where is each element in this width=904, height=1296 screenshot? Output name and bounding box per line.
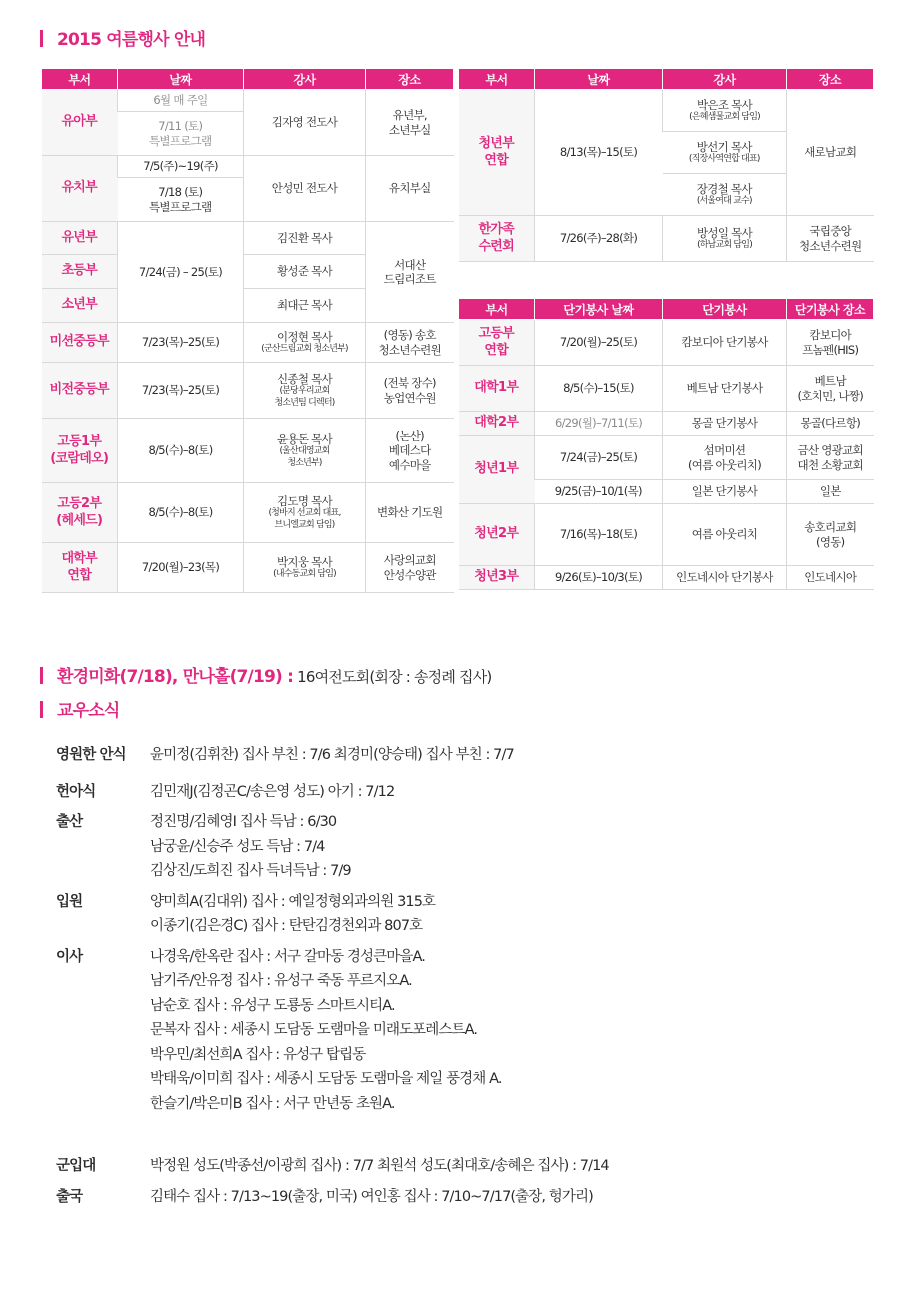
dept-cell: 초등부 (42, 255, 118, 289)
dept-cell: 비전중등부 (42, 363, 118, 419)
dept-cell (459, 90, 535, 216)
table-row (459, 90, 874, 132)
table-row (459, 566, 874, 590)
speaker-cell: 김진환 목사 (244, 222, 366, 255)
table-row (459, 412, 874, 436)
news-text: 양미희A(김대위) 집사 : 예일정형외과의원 315호 (150, 893, 436, 910)
place-line: 서대산 (394, 257, 426, 272)
col-header-dept: 부서 (42, 69, 118, 90)
dept-cell: 청년2부 (459, 504, 535, 566)
dept-line: 연합 (67, 567, 92, 583)
place-cell (787, 504, 874, 566)
speaker-affiliation: (은혜샘물교회 담임) (689, 112, 760, 123)
date-line: 7/18 (토) (158, 185, 203, 200)
place-cell (366, 363, 454, 419)
mission-cell: 캄보디아 단기봉사 (663, 320, 787, 366)
dept-line: (코람데오) (50, 450, 109, 466)
speaker-name: 장경철 목사 (696, 181, 752, 196)
news-text: 남순호 집사 : 유성구 도룡동 스마트시티A. (150, 997, 395, 1014)
date-cell: 7/24(금) – 25(토) (118, 222, 244, 323)
speaker-affiliation: (내수동교회 담임) (273, 569, 336, 580)
place-line: (호치민, 나짱) (797, 388, 864, 403)
dept-line: 한가족 (478, 221, 515, 237)
table-row (42, 323, 454, 363)
table-row (42, 419, 454, 483)
speaker-affiliation: 청소년팀 디렉터) (274, 397, 335, 408)
speaker-affiliation: (하남교회 담임) (697, 240, 752, 251)
cleanup-notice (40, 662, 491, 687)
speaker-name: 박은조 목사 (697, 97, 752, 112)
col-header-date: 날짜 (118, 69, 244, 90)
news-text: 김태수 집사 : 7/13~19(출장, 미국) 여인홍 집사 : 7/10~7/17(출장, 헝가리) (150, 1188, 593, 1205)
mission-cell: 인도네시아 단기봉사 (663, 566, 787, 590)
dept-cell (459, 320, 535, 366)
news-label: 이사 (56, 948, 83, 965)
place-line: 사랑의교회 (383, 553, 436, 568)
place-line: (논산) (395, 428, 424, 443)
table-row (459, 436, 874, 480)
place-line: 예수마을 (388, 457, 431, 472)
news-item-dedication (56, 780, 876, 805)
date-cell: 9/26(토)–10/3(토) (535, 566, 663, 590)
place-cell (787, 436, 874, 480)
speaker-cell: 황성준 목사 (244, 255, 366, 289)
cleanup-title: 환경미화(7/18), 만나홀(7/19) : (57, 667, 294, 687)
speaker-affiliation: (분당우리교회 (279, 386, 330, 397)
speaker-name: 신종철 목사 (277, 372, 332, 387)
place-cell: 변화산 기도원 (366, 483, 454, 543)
date-cell: 8/5(수)–8(토) (118, 419, 244, 483)
mission-cell: 베트남 단기봉사 (663, 366, 787, 412)
date-cell: 7/5(주)~19(주) (118, 156, 244, 178)
col-header-mission: 단기봉사 (663, 299, 787, 320)
place-line: (영동) 송호 (383, 328, 436, 343)
dept-line: 연합 (484, 342, 509, 358)
news-text: 남기주/안유정 집사 : 유성구 죽동 푸르지오A. (150, 973, 412, 989)
dept-cell: 유치부 (42, 156, 118, 222)
place-line: 드림리조트 (383, 272, 436, 286)
date-cell: 8/13(목)–15(토) (535, 90, 663, 216)
date-cell: 6월 매 주일 (118, 90, 244, 112)
summer-schedule-table (41, 68, 454, 593)
place-line: 청소년수련원 (378, 342, 441, 357)
place-cell: 유치부실 (366, 156, 454, 222)
speaker-affiliation: (청바지 선교회 대표, (268, 508, 341, 519)
place-cell: 몽골(다르항) (787, 412, 874, 436)
speaker-name: 방성일 목사 (697, 225, 752, 240)
place-line: (전북 장수) (383, 376, 436, 391)
church-news-heading (40, 696, 120, 721)
speaker-name: 윤용돈 목사 (277, 432, 332, 447)
news-text: 남궁윤/신승주 성도 득남 : 7/4 (150, 838, 325, 855)
dept-cell (42, 483, 118, 543)
news-label: 입원 (56, 893, 83, 910)
place-line: 베트남 (814, 374, 846, 389)
place-cell (366, 222, 454, 323)
cleanup-text: 16여전도회(회장 : 송정례 집사) (293, 668, 492, 686)
mission-line: (여름 아웃리치) (688, 457, 761, 472)
table-row (42, 222, 454, 255)
speaker-name: 박지웅 목사 (277, 554, 332, 569)
table-header-row (459, 69, 874, 90)
speaker-cell: 김자영 전도사 (244, 90, 366, 156)
dept-line: 수련회 (478, 238, 515, 254)
place-line: 대천 소황교회 (797, 457, 863, 472)
speaker-affiliation: 브니엘교회 담임) (274, 519, 335, 530)
col-header-date: 날짜 (535, 69, 663, 90)
place-line: 프놈펜(HIS) (802, 342, 859, 357)
summer-events-heading (40, 25, 205, 50)
speaker-name: 이정현 목사 (277, 329, 332, 344)
youth-retreat-table (458, 68, 874, 262)
news-label: 영원한 안식 (56, 747, 126, 763)
mission-line: 섬머미션 (703, 443, 746, 458)
dept-cell: 유년부 (42, 222, 118, 255)
col-header-speaker: 강사 (244, 69, 366, 90)
place-cell: 새로남교회 (787, 90, 874, 216)
place-cell (787, 320, 874, 366)
place-cell (366, 90, 454, 156)
place-cell: 일본 (787, 480, 874, 504)
place-cell: 인도네시아 (787, 566, 874, 590)
date-cell: 7/24(금)–25(토) (535, 436, 663, 480)
dept-line: (헤세드) (56, 512, 103, 528)
news-item-military (56, 1154, 876, 1179)
news-label: 군입대 (56, 1158, 96, 1174)
news-text: 문복자 집사 : 세종시 도담동 도램마을 미래도포레스트A. (150, 1022, 478, 1038)
church-news-list (56, 743, 876, 1209)
news-item-abroad (56, 1185, 876, 1210)
mission-cell: 몽골 단기봉사 (663, 412, 787, 436)
date-cell: 7/23(목)–25(토) (118, 363, 244, 419)
place-line: 안성수양관 (383, 567, 436, 582)
speaker-cell (244, 483, 366, 543)
dept-cell (42, 543, 118, 593)
date-cell (118, 178, 244, 222)
dept-cell: 대학1부 (459, 366, 535, 412)
dept-cell: 미션중등부 (42, 323, 118, 363)
table-header-row (42, 69, 454, 90)
news-text: 나경욱/한옥란 집사 : 서구 갈마동 경성큰마을A. (150, 948, 425, 965)
heading-bar (40, 30, 43, 47)
table-row (42, 90, 454, 112)
mission-cell: 여름 아웃리치 (663, 504, 787, 566)
news-item-hospital (56, 890, 876, 939)
speaker-cell: 최대근 목사 (244, 289, 366, 323)
news-label: 헌아식 (56, 783, 96, 800)
news-text: 김상진/도희진 집사 득녀득남 : 7/9 (150, 863, 351, 879)
place-line: 유년부, (392, 108, 427, 123)
col-header-dept: 부서 (459, 69, 535, 90)
speaker-cell (244, 323, 366, 363)
speaker-cell (663, 132, 787, 174)
place-cell (366, 419, 454, 483)
short-term-mission-table (458, 298, 874, 590)
col-header-place: 장소 (787, 69, 874, 90)
speaker-cell (244, 363, 366, 419)
col-header-mission-date: 단기봉사 날짜 (535, 299, 663, 320)
place-cell (787, 366, 874, 412)
mission-cell: 일본 단기봉사 (663, 480, 787, 504)
table-row (42, 156, 454, 178)
speaker-affiliation: (군산드림교회 청소년부) (261, 344, 348, 355)
news-label: 출국 (56, 1188, 83, 1205)
date-cell: 7/26(주)–28(화) (535, 216, 663, 262)
place-cell (366, 543, 454, 593)
dept-line: 고등1부 (57, 433, 102, 449)
speaker-affiliation: (울산대영교회 (279, 446, 330, 457)
place-line: 송호리교회 (804, 520, 857, 535)
dept-cell: 유아부 (42, 90, 118, 156)
news-text: 박우민/최선희A 집사 : 유성구 탑립동 (150, 1046, 366, 1063)
place-line: 농업연수원 (383, 390, 436, 405)
dept-cell: 청년3부 (459, 566, 535, 590)
dept-line: 연합 (484, 152, 509, 168)
heading-bar (40, 667, 43, 684)
table-row (459, 216, 874, 262)
date-line: 특별프로그램 (149, 133, 212, 148)
speaker-cell: 안성민 전도사 (244, 156, 366, 222)
date-line: 특별프로그램 (149, 199, 212, 214)
date-cell: 8/5(수)–15(토) (535, 366, 663, 412)
news-text: 박태욱/이미희 집사 : 세종시 도담동 도램마을 제일 풍경채 A. (150, 1071, 502, 1087)
dept-cell (459, 216, 535, 262)
dept-cell: 청년1부 (459, 436, 535, 504)
place-cell (366, 323, 454, 363)
news-text: 박정원 성도(박종선/이광희 집사) : 7/7 최원석 성도(최대호/송혜은 집사) : 7/14 (150, 1158, 609, 1174)
place-line: 베데스다 (388, 443, 431, 458)
place-line: 금산 영광교회 (797, 443, 863, 458)
date-cell (118, 112, 244, 156)
col-header-dept: 부서 (459, 299, 535, 320)
news-text: 윤미정(김휘찬) 집사 부친 : 7/6 최경미(양승태) 집사 부친 : 7/7 (150, 747, 514, 763)
speaker-cell (244, 419, 366, 483)
table-row (42, 483, 454, 543)
place-line: (영동) (816, 534, 845, 549)
speaker-affiliation: (서울여대 교수) (696, 196, 752, 207)
summer-events-title: 2015 여름행사 안내 (57, 30, 206, 50)
date-cell: 7/20(월)–25(토) (535, 320, 663, 366)
speaker-cell (663, 216, 787, 262)
dept-cell: 대학2부 (459, 412, 535, 436)
dept-line: 고등부 (478, 325, 515, 341)
place-line: 청소년수련원 (799, 238, 862, 253)
speaker-cell (244, 543, 366, 593)
speaker-name: 김도명 목사 (277, 494, 332, 509)
col-header-mission-place: 단기봉사 장소 (787, 299, 874, 320)
date-cell: 9/25(금)–10/1(목) (535, 480, 663, 504)
place-line: 소년부실 (388, 122, 431, 137)
dept-line: 청년부 (478, 135, 515, 151)
table-row (459, 320, 874, 366)
speaker-affiliation: 청소년부) (287, 457, 322, 468)
table-row (42, 363, 454, 419)
news-text: 김민재J(김정곤C/송은영 성도) 아기 : 7/12 (150, 783, 395, 800)
news-item-move (56, 945, 876, 1117)
table-header-row (459, 299, 874, 320)
speaker-cell (663, 174, 787, 216)
date-cell: 6/29(월)–7/11(토) (535, 412, 663, 436)
news-text: 이종기(김은경C) 집사 : 탄탄김경천외과 807호 (150, 918, 423, 934)
date-cell: 8/5(수)–8(토) (118, 483, 244, 543)
date-cell: 7/20(월)–23(목) (118, 543, 244, 593)
news-text: 한슬기/박은미B 집사 : 서구 만년동 초원A. (150, 1095, 395, 1112)
table-row (459, 504, 874, 566)
speaker-name: 방선기 목사 (696, 139, 752, 154)
col-header-place: 장소 (366, 69, 454, 90)
place-line: 캄보디아 (809, 328, 852, 343)
table-row (42, 543, 454, 593)
dept-line: 고등2부 (57, 495, 102, 511)
date-line: 7/11 (토) (158, 119, 203, 134)
news-item-birth (56, 810, 876, 884)
news-text: 정진명/김혜영I 집사 득남 : 6/30 (150, 814, 337, 830)
dept-cell (42, 419, 118, 483)
church-news-title: 교우소식 (57, 701, 120, 721)
place-cell (787, 216, 874, 262)
col-header-speaker: 강사 (663, 69, 787, 90)
news-label: 출산 (56, 814, 83, 830)
speaker-cell (663, 90, 787, 132)
dept-cell: 소년부 (42, 289, 118, 323)
place-line: 국립중앙 (809, 224, 852, 239)
date-cell: 7/16(목)–18(토) (535, 504, 663, 566)
table-row (459, 366, 874, 412)
mission-cell (663, 436, 787, 480)
date-cell: 7/23(목)–25(토) (118, 323, 244, 363)
dept-line: 대학부 (61, 550, 98, 566)
heading-bar (40, 701, 43, 718)
speaker-affiliation: (직장사역연합 대표) (688, 154, 760, 165)
news-item-memorial (56, 743, 876, 768)
